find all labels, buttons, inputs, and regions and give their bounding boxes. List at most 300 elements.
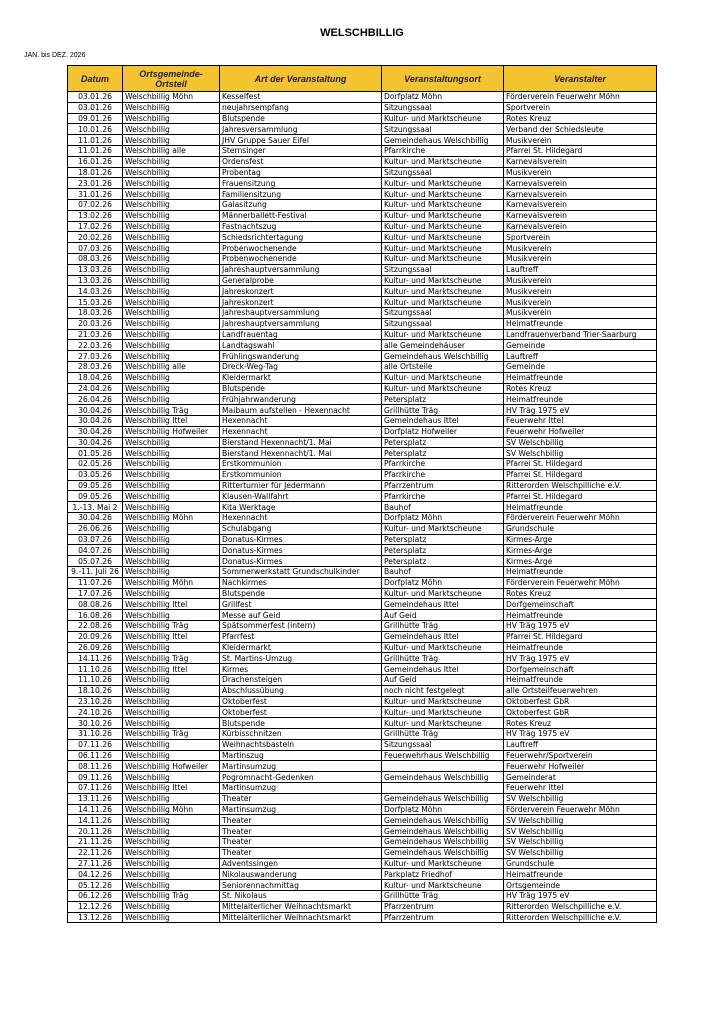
event-cell: St. Nikolaus — [220, 890, 382, 901]
organizer-cell: Förderverein Feuerwehr Möhn — [504, 577, 657, 588]
location-cell: Grillhütte Träg — [382, 653, 504, 664]
event-cell: Galasitzung — [220, 199, 382, 210]
location-cell: Kultur- und Marktscheune — [382, 210, 504, 221]
location-cell: Kultur- und Marktscheune — [382, 880, 504, 891]
ortsteil-cell: Welschbillig — [123, 707, 220, 718]
organizer-cell: Heimatfreunde — [504, 502, 657, 513]
event-cell: Weihnachtsbasteln — [220, 739, 382, 750]
table-row — [68, 901, 657, 912]
table-row — [68, 880, 657, 891]
date-cell: 05.07.26 — [68, 556, 123, 567]
date-cell: 27.11.26 — [68, 858, 123, 869]
organizer-cell: Grundschule — [504, 523, 657, 534]
event-cell: Kleidermarkt — [220, 372, 382, 383]
event-cell: Jahreshauptversammlung — [220, 318, 382, 329]
date-cell: 07.11.26 — [68, 783, 123, 794]
location-cell: Dorfplatz Möhn — [382, 577, 504, 588]
table-row — [68, 750, 657, 761]
organizer-cell: HV Träg 1975 eV — [504, 653, 657, 664]
table-row — [68, 307, 657, 318]
date-cell: 04.12.26 — [68, 869, 123, 880]
date-cell: 11.10.26 — [68, 675, 123, 686]
date-cell: 18.10.26 — [68, 685, 123, 696]
ortsteil-cell: Welschbillig — [123, 113, 220, 124]
date-cell: 22.08.26 — [68, 621, 123, 632]
table-row — [68, 869, 657, 880]
organizer-cell: Rotes Kreuz — [504, 383, 657, 394]
location-cell: Petersplatz — [382, 448, 504, 459]
table-row — [68, 210, 657, 221]
organizer-cell: Sportverein — [504, 102, 657, 113]
organizer-cell: Heimatfreunde — [504, 675, 657, 686]
organizer-cell: Heimatfreunde — [504, 567, 657, 578]
location-cell: Sitzungssaal — [382, 167, 504, 178]
event-cell: Theater — [220, 815, 382, 826]
event-cell: Theater — [220, 847, 382, 858]
organizer-cell: Rotes Kreuz — [504, 113, 657, 124]
table-row — [68, 772, 657, 783]
organizer-cell: Förderverein Feuerwehr Möhn — [504, 804, 657, 815]
date-cell: 14.11.26 — [68, 815, 123, 826]
ortsteil-cell: Welschbillig — [123, 340, 220, 351]
ortsteil-cell: Welschbillig — [123, 912, 220, 923]
date-cell: 02.05.26 — [68, 459, 123, 470]
event-cell: Blutspende — [220, 113, 382, 124]
date-cell: 23.01.26 — [68, 178, 123, 189]
location-cell: Sitzungssaal — [382, 739, 504, 750]
location-cell — [382, 783, 504, 794]
date-cell: 07.11.26 — [68, 739, 123, 750]
organizer-cell: Heimatfreunde — [504, 318, 657, 329]
ortsteil-cell: Welschbillig Hofweiler — [123, 761, 220, 772]
date-cell: 08.03.26 — [68, 253, 123, 264]
event-cell: JHV Gruppe Sauer Eifel — [220, 135, 382, 146]
event-cell: Generalprobe — [220, 275, 382, 286]
organizer-cell: Gemeinderat — [504, 772, 657, 783]
location-cell: Kultur- und Marktscheune — [382, 383, 504, 394]
organizer-cell: SV Welschbillig — [504, 448, 657, 459]
location-cell: Gemeindehaus Welschbillig — [382, 847, 504, 858]
date-cell: 24.10.26 — [68, 707, 123, 718]
ortsteil-cell: Welschbillig — [123, 156, 220, 167]
event-cell: Landfrauentag — [220, 329, 382, 340]
location-cell: alle Ortsteile — [382, 361, 504, 372]
organizer-cell: Ritterorden Welschpilliche e.V. — [504, 912, 657, 923]
event-cell: Erstkommunion — [220, 459, 382, 470]
table-row — [68, 664, 657, 675]
organizer-cell: Förderverein Feuerwehr Möhn — [504, 92, 657, 103]
location-cell: Kultur- und Marktscheune — [382, 696, 504, 707]
table-row — [68, 243, 657, 254]
date-cell: 22.11.26 — [68, 847, 123, 858]
organizer-cell: Kirmes-Arge — [504, 534, 657, 545]
table-row — [68, 329, 657, 340]
location-cell — [382, 761, 504, 772]
event-cell: Martinsumzug — [220, 761, 382, 772]
location-cell: Petersplatz — [382, 394, 504, 405]
ortsteil-cell: Welschbillig Ittel — [123, 631, 220, 642]
date-cell: 03.01.26 — [68, 92, 123, 103]
location-cell: Auf Geid — [382, 675, 504, 686]
date-cell: 26.06.26 — [68, 523, 123, 534]
organizer-cell: Feuerwehr Ittel — [504, 415, 657, 426]
ortsteil-cell: Welschbillig — [123, 253, 220, 264]
ortsteil-cell: Welschbillig — [123, 610, 220, 621]
ortsteil-cell: Welschbillig — [123, 394, 220, 405]
event-cell: Donatus-Kirmes — [220, 556, 382, 567]
event-cell: Donatus-Kirmes — [220, 545, 382, 556]
date-cell: 27.03.26 — [68, 351, 123, 362]
organizer-cell: Rotes Kreuz — [504, 588, 657, 599]
date-cell: 11.07.26 — [68, 577, 123, 588]
organizer-cell: Pfarrei St. Hildegard — [504, 491, 657, 502]
organizer-cell: Feuerwehr/Sportverein — [504, 750, 657, 761]
event-cell: Erstkommunion — [220, 469, 382, 480]
date-cell: 24.04.26 — [68, 383, 123, 394]
table-row — [68, 513, 657, 524]
ortsteil-cell: Welschbillig — [123, 448, 220, 459]
ortsteil-cell: Welschbillig — [123, 534, 220, 545]
ortsteil-cell: Welschbillig — [123, 135, 220, 146]
table-row — [68, 588, 657, 599]
location-cell: Pfarrkirche — [382, 459, 504, 470]
location-cell: noch nicht festgelegt — [382, 685, 504, 696]
event-cell: Kita Werktage — [220, 502, 382, 513]
ortsteil-cell: Welschbillig — [123, 199, 220, 210]
organizer-cell: Dorfgemeinschaft — [504, 599, 657, 610]
date-cell: 04.07.26 — [68, 545, 123, 556]
table-row — [68, 189, 657, 200]
ortsteil-cell: Welschbillig — [123, 480, 220, 491]
table-row — [68, 459, 657, 470]
event-cell: Oktoberfest — [220, 696, 382, 707]
ortsteil-cell: Welschbillig — [123, 178, 220, 189]
location-cell: Kultur- und Marktscheune — [382, 156, 504, 167]
location-cell: Dorfplatz Möhn — [382, 513, 504, 524]
table-row — [68, 361, 657, 372]
table-row — [68, 135, 657, 146]
ortsteil-cell: Welschbillig — [123, 372, 220, 383]
location-cell: Gemeindehaus Ittel — [382, 631, 504, 642]
table-row — [68, 761, 657, 772]
table-row — [68, 372, 657, 383]
organizer-cell: Ortsgemeinde — [504, 880, 657, 891]
organizer-cell: Karnevalsverein — [504, 199, 657, 210]
header-ortsteil-label: Ortsgemeinde- Ortsteil — [139, 68, 203, 89]
table-row — [68, 675, 657, 686]
location-cell: Grillhütte Träg — [382, 890, 504, 901]
table-row — [68, 707, 657, 718]
ortsteil-cell: Welschbillig — [123, 718, 220, 729]
table-row — [68, 156, 657, 167]
ortsteil-cell: Welschbillig — [123, 901, 220, 912]
ortsteil-cell: Welschbillig — [123, 847, 220, 858]
event-cell: Martinsumzug — [220, 804, 382, 815]
organizer-cell: Musikverein — [504, 167, 657, 178]
table-row — [68, 621, 657, 632]
event-cell: Nikolauswanderung — [220, 869, 382, 880]
event-cell: Probenwochenende — [220, 243, 382, 254]
event-cell: Jahreshauptversammlung — [220, 264, 382, 275]
event-cell: Theater — [220, 793, 382, 804]
ortsteil-cell: Welschbillig — [123, 318, 220, 329]
date-cell: 16.08.26 — [68, 610, 123, 621]
event-cell: Seniorennachmittag — [220, 880, 382, 891]
event-cell: Martinsumzug — [220, 783, 382, 794]
ortsteil-cell: Welschbillig — [123, 567, 220, 578]
ortsteil-cell: Welschbillig — [123, 491, 220, 502]
location-cell: Bauhof — [382, 502, 504, 513]
organizer-cell: Pfarrei St. Hildegard — [504, 145, 657, 156]
table-row — [68, 383, 657, 394]
location-cell: Grillhütte Träg — [382, 729, 504, 740]
date-cell: 30.04.26 — [68, 513, 123, 524]
table-row — [68, 415, 657, 426]
event-cell: Sommerwerkstatt Grundschulkinder — [220, 567, 382, 578]
organizer-cell: SV Welschbillig — [504, 836, 657, 847]
date-cell: 03.05.26 — [68, 469, 123, 480]
location-cell: Sitzungssaal — [382, 124, 504, 135]
date-cell: 05.12.26 — [68, 880, 123, 891]
organizer-cell: Dorfgemeinschaft — [504, 664, 657, 675]
location-cell: Pfarrkirche — [382, 145, 504, 156]
location-cell: Kultur- und Marktscheune — [382, 588, 504, 599]
organizer-cell: Förderverein Feuerwehr Möhn — [504, 513, 657, 524]
table-row — [68, 631, 657, 642]
location-cell: Kultur- und Marktscheune — [382, 329, 504, 340]
organizer-cell: Musikverein — [504, 243, 657, 254]
ortsteil-cell: Welschbillig — [123, 469, 220, 480]
event-cell: Hexennacht — [220, 415, 382, 426]
organizer-cell: Musikverein — [504, 307, 657, 318]
event-cell: Klausen-Wallfahrt — [220, 491, 382, 502]
header-ort: Veranstaltungsort — [382, 66, 504, 92]
location-cell: Kultur- und Marktscheune — [382, 858, 504, 869]
event-cell: Jahreshauptversammlung — [220, 307, 382, 318]
ortsteil-cell: Welschbillig — [123, 642, 220, 653]
table-row — [68, 448, 657, 459]
date-cell: 03.01.26 — [68, 102, 123, 113]
location-cell: Dorfplatz Möhn — [382, 92, 504, 103]
date-cell: 31.10.26 — [68, 729, 123, 740]
event-cell: Jahreskonzert — [220, 286, 382, 297]
table-row — [68, 167, 657, 178]
event-cell: Adventssingen — [220, 858, 382, 869]
date-cell: 12.12.26 — [68, 901, 123, 912]
ortsteil-cell: Welschbillig — [123, 243, 220, 254]
date-cell: 10.01.26 — [68, 124, 123, 135]
date-cell: 20.11.26 — [68, 826, 123, 837]
ortsteil-cell: Welschbillig — [123, 685, 220, 696]
location-cell: Petersplatz — [382, 534, 504, 545]
location-cell: Parkplatz Friedhof — [382, 869, 504, 880]
ortsteil-cell: Welschbillig — [123, 880, 220, 891]
header-ortsteil — [123, 66, 220, 92]
location-cell: Grillhütte Träg — [382, 621, 504, 632]
location-cell: Gemeindehaus Welschbillig — [382, 815, 504, 826]
event-cell: Kleidermarkt — [220, 642, 382, 653]
table-row — [68, 729, 657, 740]
location-cell: Kultur- und Marktscheune — [382, 523, 504, 534]
location-cell: Feuerwehrhaus Welschbillig — [382, 750, 504, 761]
event-cell: Pfarrfest — [220, 631, 382, 642]
table-row — [68, 577, 657, 588]
organizer-cell: HV Träg 1975 eV — [504, 729, 657, 740]
event-cell: Blutspende — [220, 718, 382, 729]
ortsteil-cell: Welschbillig alle — [123, 361, 220, 372]
date-cell: 17.07.26 — [68, 588, 123, 599]
date-cell: 9.-11. Juli 26 — [68, 567, 123, 578]
organizer-cell: Oktoberfest GbR — [504, 696, 657, 707]
location-cell: Sitzungssaal — [382, 264, 504, 275]
date-cell: 1.-13. Mai 2 — [68, 502, 123, 513]
event-cell: Familiensitzung — [220, 189, 382, 200]
ortsteil-cell: Welschbillig Ittel — [123, 664, 220, 675]
organizer-cell: HV Träg 1975 eV — [504, 890, 657, 901]
organizer-cell: Heimatfreunde — [504, 394, 657, 405]
ortsteil-cell: Welschbillig Träg — [123, 653, 220, 664]
organizer-cell: Musikverein — [504, 297, 657, 308]
organizer-cell: Heimatfreunde — [504, 372, 657, 383]
event-cell: Hexennacht — [220, 426, 382, 437]
table-row — [68, 556, 657, 567]
organizer-cell: Grundschule — [504, 858, 657, 869]
table-row — [68, 221, 657, 232]
organizer-cell: Karnevalsverein — [504, 178, 657, 189]
event-cell: Kirmes — [220, 664, 382, 675]
table-row — [68, 199, 657, 210]
date-cell: 11.01.26 — [68, 145, 123, 156]
date-cell: 26.09.26 — [68, 642, 123, 653]
event-cell: Donatus-Kirmes — [220, 534, 382, 545]
table-row — [68, 264, 657, 275]
table-row — [68, 286, 657, 297]
location-cell: Bauhof — [382, 567, 504, 578]
date-cell: 18.04.26 — [68, 372, 123, 383]
location-cell: Kultur- und Marktscheune — [382, 221, 504, 232]
organizer-cell: Kirmes-Arge — [504, 545, 657, 556]
table-row — [68, 297, 657, 308]
location-cell: Sitzungssaal — [382, 318, 504, 329]
location-cell: Kultur- und Marktscheune — [382, 718, 504, 729]
ortsteil-cell: Welschbillig Ittel — [123, 599, 220, 610]
table-row — [68, 523, 657, 534]
ortsteil-cell: Welschbillig Hofweiler — [123, 426, 220, 437]
event-cell: Probentag — [220, 167, 382, 178]
header-datum: Datum — [68, 66, 123, 92]
event-cell: Hexennacht — [220, 513, 382, 524]
organizer-cell: SV Welschbillig — [504, 793, 657, 804]
location-cell: Petersplatz — [382, 437, 504, 448]
date-cell: 08.08.26 — [68, 599, 123, 610]
organizer-cell: Ritterorden Welschpilliche e.V. — [504, 480, 657, 491]
table-row — [68, 599, 657, 610]
page-title: WELSCHBILLIG — [320, 27, 404, 39]
organizer-cell: SV Welschbillig — [504, 815, 657, 826]
table-row — [68, 394, 657, 405]
date-cell: 11.10.26 — [68, 664, 123, 675]
ortsteil-cell: Welschbillig — [123, 836, 220, 847]
table-row — [68, 847, 657, 858]
event-cell: Bierstand Hexennacht/1. Mai — [220, 448, 382, 459]
organizer-cell: HV Träg 1975 eV — [504, 405, 657, 416]
organizer-cell: alle Ortsteilfeuerwehren — [504, 685, 657, 696]
ortsteil-cell: Welschbillig — [123, 815, 220, 826]
organizer-cell: Heimatfreunde — [504, 610, 657, 621]
ortsteil-cell: Welschbillig — [123, 210, 220, 221]
event-cell: Sternsinger — [220, 145, 382, 156]
ortsteil-cell: Welschbillig — [123, 869, 220, 880]
ortsteil-cell: Welschbillig — [123, 189, 220, 200]
location-cell: Gemeindehaus Welschbillig — [382, 836, 504, 847]
location-cell: Kultur- und Marktscheune — [382, 642, 504, 653]
location-cell: Petersplatz — [382, 545, 504, 556]
event-cell: Ordensfest — [220, 156, 382, 167]
ortsteil-cell: Welschbillig Ittel — [123, 415, 220, 426]
event-cell: Probenwochenende — [220, 253, 382, 264]
date-cell: 09.01.26 — [68, 113, 123, 124]
event-cell: Fastnachtszug — [220, 221, 382, 232]
table-row — [68, 253, 657, 264]
date-cell: 26.04.26 — [68, 394, 123, 405]
ortsteil-cell: Welschbillig — [123, 297, 220, 308]
location-cell: Kultur- und Marktscheune — [382, 232, 504, 243]
table-row — [68, 890, 657, 901]
date-cell: 16.01.26 — [68, 156, 123, 167]
location-cell: Auf Geid — [382, 610, 504, 621]
event-cell: Kürbisschnitzen — [220, 729, 382, 740]
table-row — [68, 642, 657, 653]
event-cell: Messe auf Geid — [220, 610, 382, 621]
location-cell: Kultur- und Marktscheune — [382, 297, 504, 308]
ortsteil-cell: Welschbillig — [123, 545, 220, 556]
event-cell: Nachkirmes — [220, 577, 382, 588]
date-cell: 21.11.26 — [68, 836, 123, 847]
organizer-cell: SV Welschbillig — [504, 826, 657, 837]
table-row — [68, 718, 657, 729]
ortsteil-cell: Welschbillig Möhn — [123, 577, 220, 588]
ortsteil-cell: Welschbillig — [123, 286, 220, 297]
event-cell: Spätsommerfest (intern) — [220, 621, 382, 632]
event-cell: Oktoberfest — [220, 707, 382, 718]
ortsteil-cell: Welschbillig — [123, 221, 220, 232]
event-cell: Ritterturnier für Jedermann — [220, 480, 382, 491]
organizer-cell: Musikverein — [504, 135, 657, 146]
date-cell: 31.01.26 — [68, 189, 123, 200]
organizer-cell: Gemeinde — [504, 340, 657, 351]
date-cell: 08.11.26 — [68, 761, 123, 772]
table-row — [68, 858, 657, 869]
location-cell: Kultur- und Marktscheune — [382, 275, 504, 286]
ortsteil-cell: Welschbillig — [123, 556, 220, 567]
organizer-cell: Musikverein — [504, 253, 657, 264]
event-cell: Martinszug — [220, 750, 382, 761]
date-cell: 07.03.26 — [68, 243, 123, 254]
event-cell: Blutspende — [220, 383, 382, 394]
table-row — [68, 567, 657, 578]
organizer-cell: Musikverein — [504, 286, 657, 297]
ortsteil-cell: Welschbillig — [123, 750, 220, 761]
table-row — [68, 92, 657, 103]
table-row — [68, 113, 657, 124]
date-cell: 20.09.26 — [68, 631, 123, 642]
ortsteil-cell: Welschbillig Träg — [123, 729, 220, 740]
date-cell: 18.01.26 — [68, 167, 123, 178]
ortsteil-cell: Welschbillig Möhn — [123, 804, 220, 815]
organizer-cell: Sportverein — [504, 232, 657, 243]
organizer-cell: Gemeinde — [504, 361, 657, 372]
organizer-cell: SV Welschbillig — [504, 437, 657, 448]
